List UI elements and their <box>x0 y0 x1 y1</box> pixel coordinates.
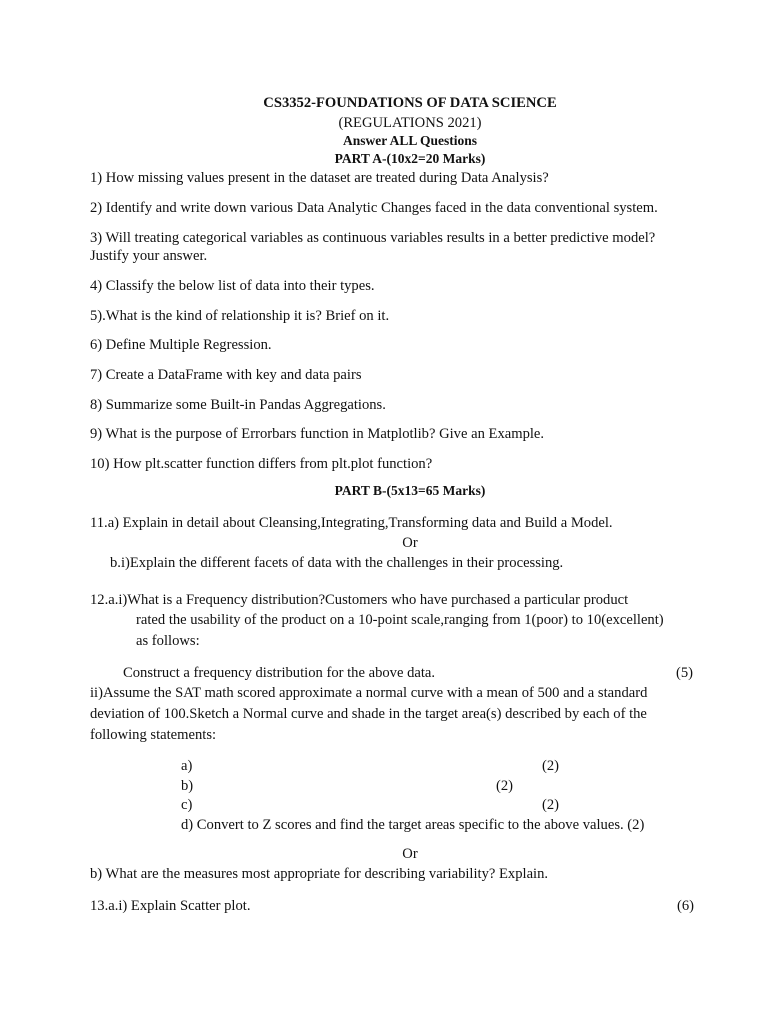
question-3: 3) Will treating categorical variables as continuous variables results in a better predictive model? <box>90 230 656 246</box>
question-7: 7) Create a DataFrame with key and data pairs <box>90 367 362 383</box>
question-9: 9) What is the purpose of Errorbars function in Matplotlib? Give an Example. <box>90 426 545 442</box>
sub-b: b) <box>181 778 194 794</box>
question-13a: 13.a.i) Explain Scatter plot. <box>90 898 251 914</box>
question-12b: b) What are the measures most appropriate for describing variability? Explain. <box>90 866 549 882</box>
question-1: 1) How missing values present in the dataset are treated during Data Analysis? <box>90 170 549 186</box>
question-10: 10) How plt.scatter function differs from plt.plot function? <box>90 456 433 472</box>
regulations: (REGULATIONS 2021) <box>338 115 482 131</box>
or-separator-2: Or <box>402 846 418 862</box>
sub-c-marks: (2) <box>542 797 560 813</box>
question-12a-line1: 12.a.i)What is a Frequency distribution?Customers who have purchased a particular product <box>90 592 629 608</box>
sub-c: c) <box>181 797 193 813</box>
question-8: 8) Summarize some Built-in Pandas Aggregations. <box>90 397 386 413</box>
question-12a-line3: as follows: <box>136 633 200 649</box>
part-b-title: PART B-(5x13=65 Marks) <box>334 483 486 498</box>
sub-a-marks: (2) <box>542 758 560 774</box>
question-12a-line2: rated the usability of the product on a 10-point scale,ranging from 1(poor) to 10(excellent) <box>136 612 664 628</box>
sub-b-marks: (2) <box>496 778 514 794</box>
course-title: CS3352-FOUNDATIONS OF DATA SCIENCE <box>263 95 557 111</box>
question-11b: b.i)Explain the different facets of data with the challenges in their processing. <box>110 555 564 571</box>
marks-6: (6) <box>677 898 695 914</box>
question-12a-ii-line1: ii)Assume the SAT math scored approximate a normal curve with a mean of 500 and a standard <box>90 685 648 701</box>
question-3-cont: Justify your answer. <box>90 248 208 264</box>
question-4: 4) Classify the below list of data into their types. <box>90 278 375 294</box>
question-6: 6) Define Multiple Regression. <box>90 337 272 353</box>
question-12a-construct: Construct a frequency distribution for the above data. <box>123 665 436 681</box>
question-5: 5).What is the kind of relationship it is? Brief on it. <box>90 308 390 324</box>
question-12a-ii-line2: deviation of 100.Sketch a Normal curve and shade in the target area(s) described by each of the <box>90 706 647 722</box>
question-11a: 11.a) Explain in detail about Cleansing,Integrating,Transforming data and Build a Model. <box>90 515 613 531</box>
instruction: Answer ALL Questions <box>342 133 478 148</box>
sub-a: a) <box>181 758 193 774</box>
sub-d: d) Convert to Z scores and find the target areas specific to the above values. (2) <box>181 817 645 833</box>
or-separator: Or <box>402 535 418 551</box>
question-2: 2) Identify and write down various Data Analytic Changes faced in the data conventional system. <box>90 200 658 216</box>
marks-5: (5) <box>676 665 694 681</box>
part-a-title: PART A-(10x2=20 Marks) <box>334 151 486 166</box>
question-12a-ii-line3: following statements: <box>90 727 217 743</box>
